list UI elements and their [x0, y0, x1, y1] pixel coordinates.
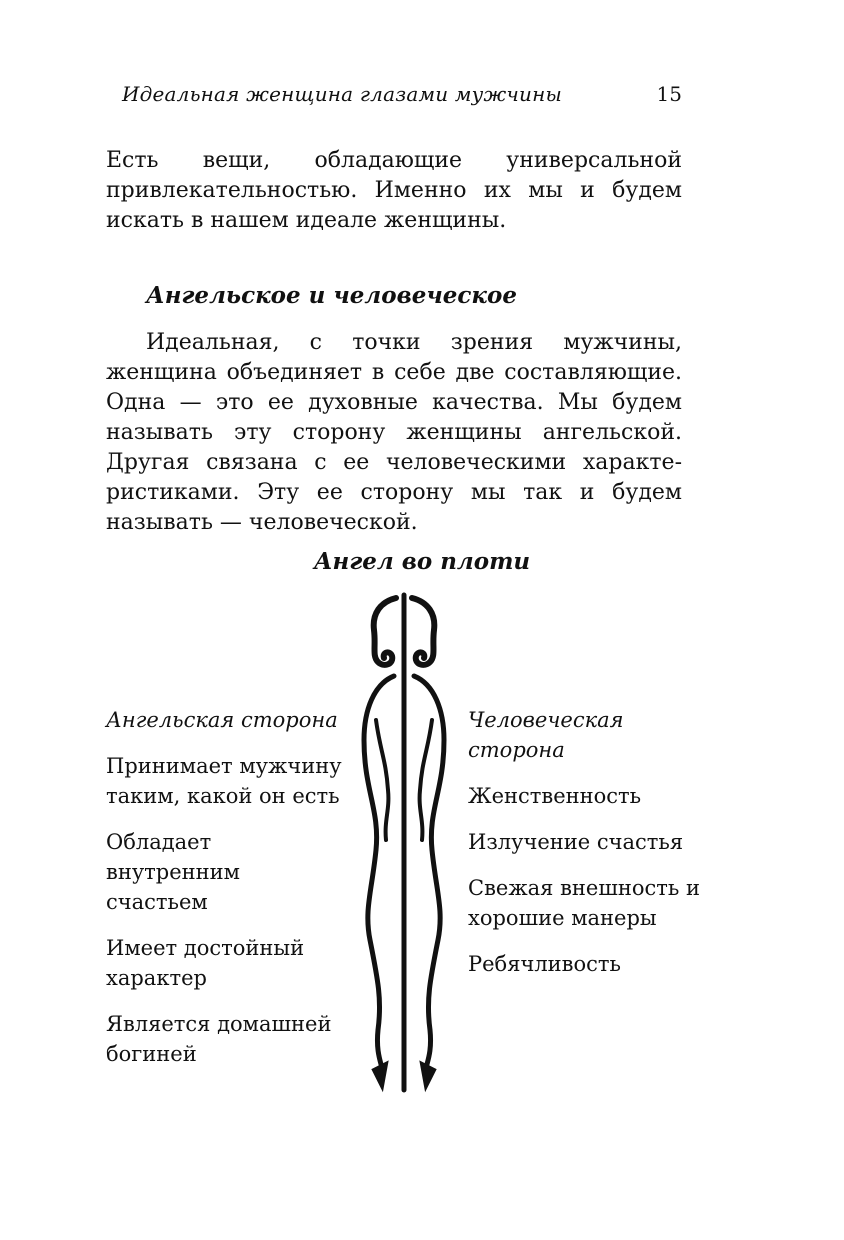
human-trait: Ребячливость — [468, 952, 621, 976]
angelic-side-heading: Ангельская сторона — [106, 708, 338, 732]
intro-paragraph: Есть вещи, обладающие универсальной привлекательностью. Именно их мы и будем искать в нашем идеале женщины. — [106, 148, 682, 233]
angelic-trait: Является домашней богиней — [106, 1012, 332, 1066]
human-trait: Свежая внешность и хорошие манеры — [468, 876, 700, 930]
running-header — [106, 82, 682, 112]
angelic-trait: Имеет достойный характер — [106, 936, 305, 990]
section-heading: Ангельское и человеческое — [146, 282, 517, 309]
human-trait: Женственность — [468, 784, 642, 808]
female-silhouette-icon — [350, 590, 460, 1100]
angelic-side-column — [106, 705, 346, 1085]
running-title: Идеальная женщина глазами мужчины — [121, 82, 562, 106]
foot-left — [374, 1064, 386, 1086]
foot-right — [422, 1064, 434, 1086]
human-side-column — [468, 705, 708, 995]
angelic-trait: Обладает внутренним счастьем — [106, 830, 240, 914]
figure-title: Ангел во плоти — [313, 548, 531, 575]
hair-curl-left — [374, 598, 396, 665]
human-trait: Излучение счастья — [468, 830, 684, 854]
angelic-trait: Принимает мужчину таким, какой он есть — [106, 754, 342, 808]
page-number: 15 — [656, 82, 682, 106]
hair-curl-right — [412, 598, 434, 665]
human-side-heading: Человеческая сторона — [468, 708, 624, 762]
body-paragraph: Идеальная, с точки зрения мужчины, женщина объединяет в себе две составляющие. Одна — это ее духовные качества. Мы будем называть эту сторону женщины ангельской. Другая связана с ее человеческими характеристиками. Эту ее сторону мы так и будем называть — человеческой. — [106, 330, 682, 535]
